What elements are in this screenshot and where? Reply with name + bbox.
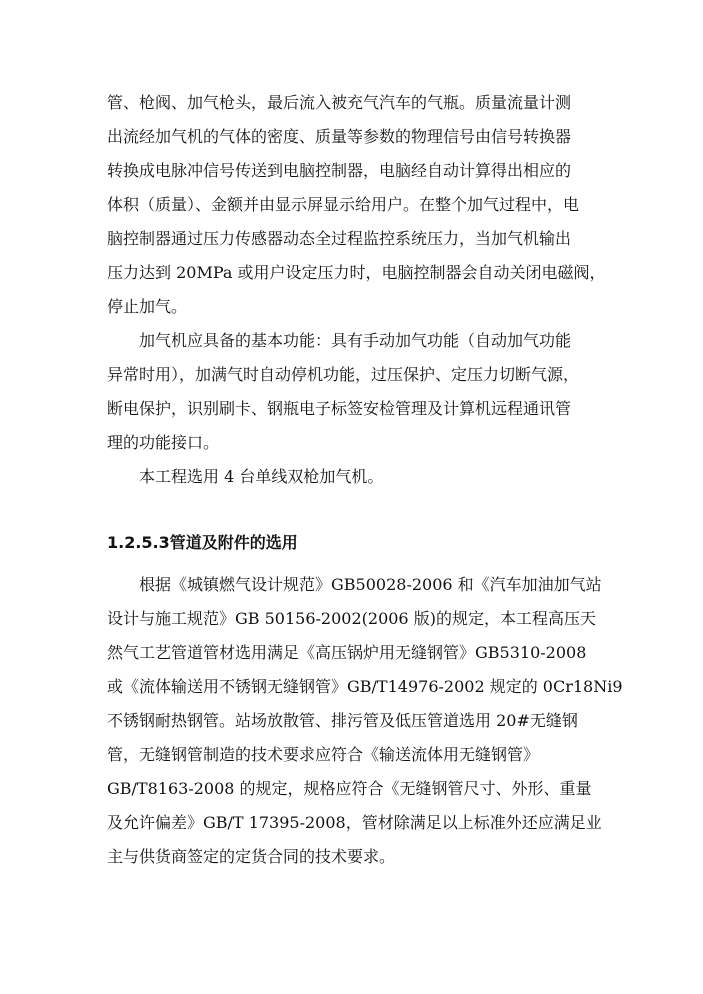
paragraph-line: GB/T8163-2008 的规定，规格应符合《无缝钢管尺寸、外形、重量 — [107, 779, 592, 798]
paragraph-line: 加气机应具备的基本功能：具有手动加气功能（自动加气功能 — [139, 331, 572, 350]
paragraph-line: 不锈钢耐热钢管。站场放散管、排污管及低压管道选用 20#无缝钢 — [107, 711, 578, 730]
paragraph-line: 理的功能接口。 — [107, 433, 220, 452]
paragraph-line: 或《流体输送用不锈钢无缝钢管》GB/T14976-2002 规定的 0Cr18Ni9 — [107, 677, 623, 696]
paragraph-line: 脑控制器通过压力传感器动态全过程监控系统压力，当加气机输出 — [107, 229, 572, 248]
paragraph-line: 主与供货商签定的定货合同的技术要求。 — [107, 847, 396, 866]
paragraph-line: 及允许偏差》GB/T 17395-2008，管材除满足以上标准外还应满足业 — [107, 813, 602, 832]
paragraph-line: 转换成电脉冲信号传送到电脑控制器，电脑经自动计算得出相应的 — [107, 161, 572, 180]
paragraph-line: 断电保护，识别刷卡、钢瓶电子标签安检管理及计算机远程通讯管 — [107, 399, 572, 418]
paragraph-line: 异常时用），加满气时自动停机功能，过压保护、定压力切断气源， — [107, 365, 580, 384]
paragraph-line: 压力达到 20MPa 或用户设定压力时，电脑控制器会自动关闭电磁阀， — [107, 263, 606, 282]
section-heading: 1.2.5.3管道及附件的选用 — [107, 533, 298, 552]
paragraph-line: 本工程选用 4 台单线双枪加气机。 — [139, 467, 384, 486]
paragraph-line: 管，无缝钢管制造的技术要求应符合《输送流体用无缝钢管》 — [107, 745, 540, 764]
paragraph-line: 停止加气。 — [107, 297, 188, 316]
paragraph-line: 体积（质量）、金额并由显示屏显示给用户。在整个加气过程中，电 — [107, 195, 580, 214]
paragraph-line: 根据《城镇燃气设计规范》GB50028-2006 和《汽车加油加气站 — [139, 575, 602, 594]
paragraph-line: 管、枪阀、加气枪头，最后流入被充气汽车的气瓶。质量流量计测 — [107, 93, 572, 112]
paragraph-line: 然气工艺管道管材选用满足《高压锅炉用无缝钢管》GB5310-2008 — [107, 643, 587, 662]
paragraph-line: 设计与施工规范》GB 50156-2002(2006 版)的规定，本工程高压天 — [107, 609, 596, 628]
paragraph-line: 出流经加气机的气体的密度、质量等参数的物理信号由信号转换器 — [107, 127, 572, 146]
